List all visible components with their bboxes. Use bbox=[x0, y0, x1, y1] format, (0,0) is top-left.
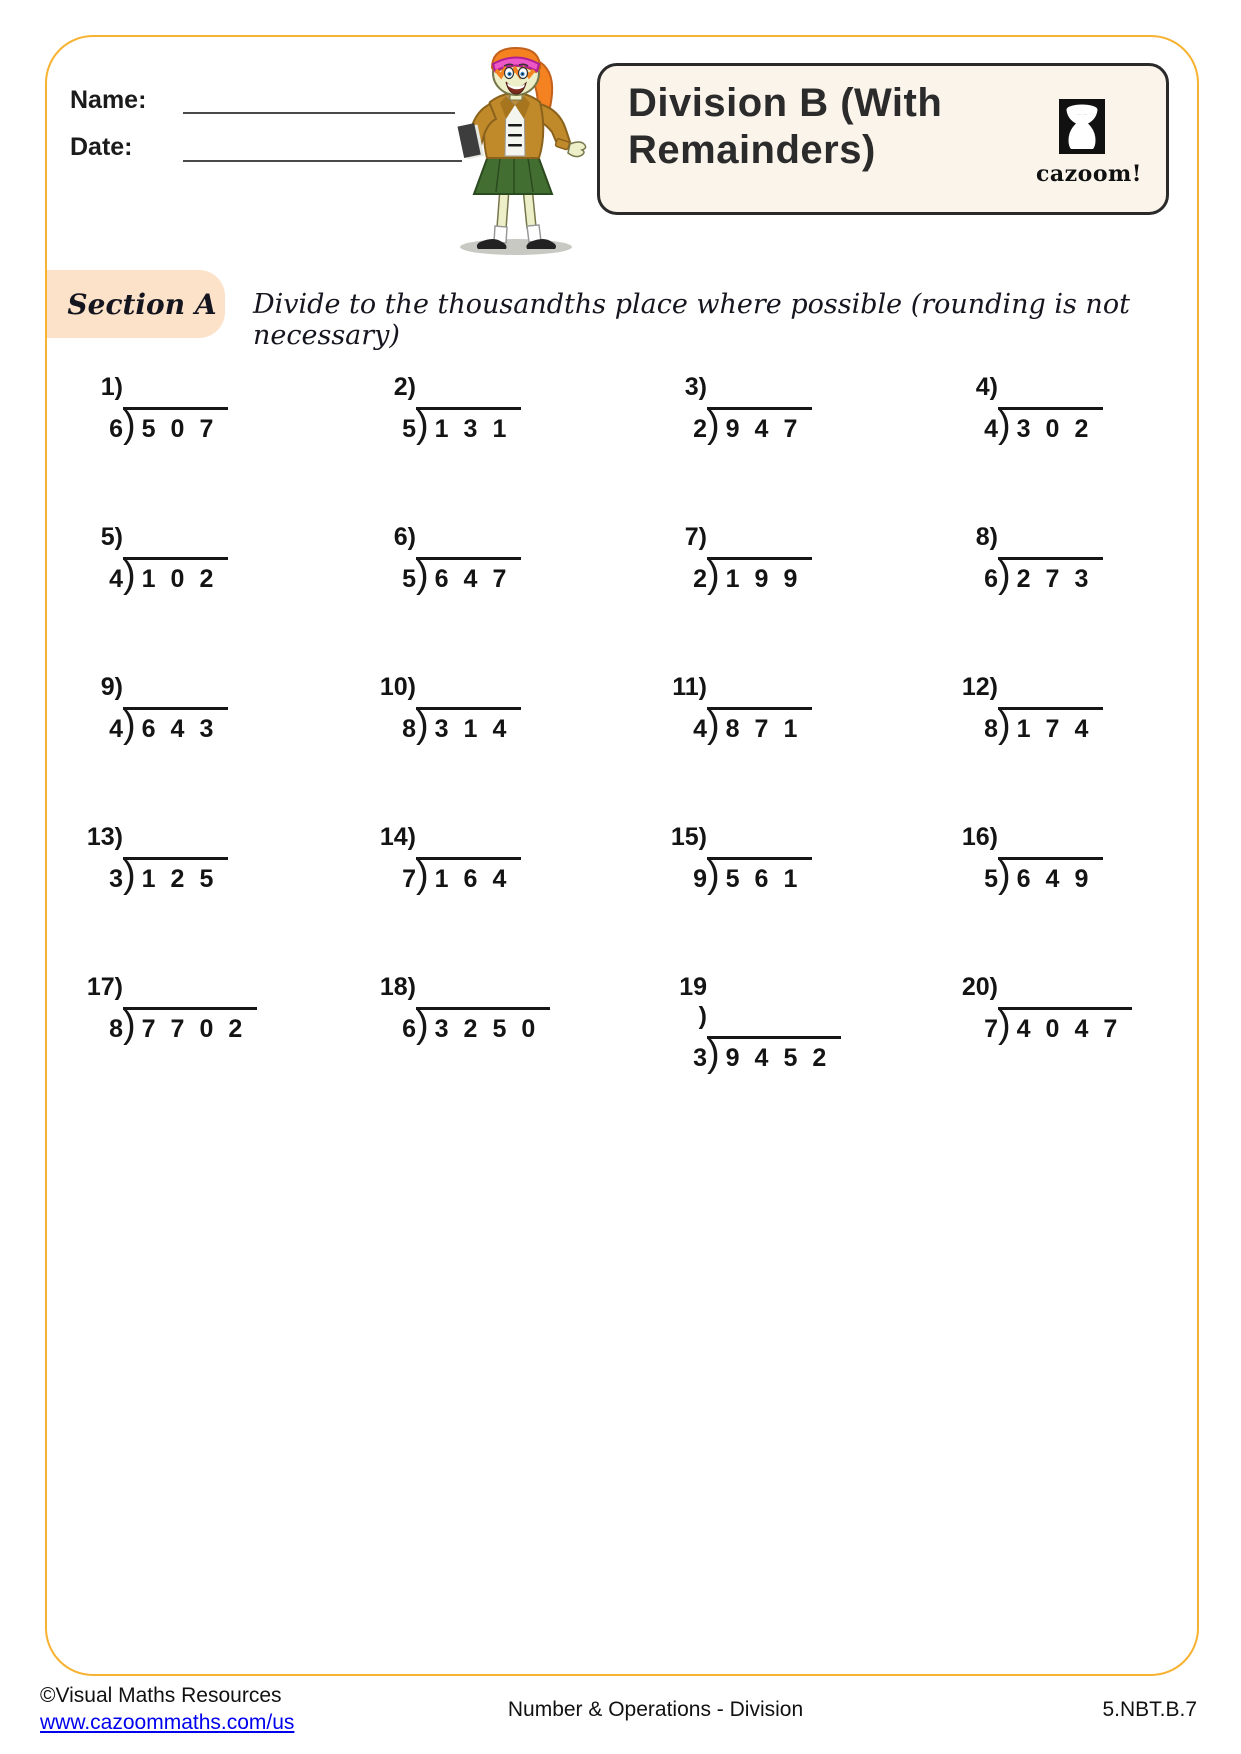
division-problem bbox=[85, 673, 377, 744]
cazoom-drum-icon bbox=[1059, 99, 1105, 154]
division-problem bbox=[85, 973, 377, 1044]
dividend: 131 bbox=[434, 415, 522, 443]
problem-number: 13) bbox=[86, 823, 123, 851]
problem-number: 9) bbox=[100, 673, 123, 701]
dividend: 9452 bbox=[725, 1044, 842, 1072]
divisor: 6 bbox=[402, 1015, 416, 1043]
long-division-bracket-icon: ) bbox=[707, 704, 720, 746]
divisor: 5 bbox=[402, 565, 416, 593]
division-problem bbox=[960, 523, 1241, 594]
long-division-bracket-icon: ) bbox=[416, 404, 429, 446]
page-title: Division B (With Remainders) bbox=[628, 81, 943, 172]
problem-number: 16) bbox=[961, 823, 998, 851]
divisor: 2 bbox=[693, 565, 707, 593]
dividend: 199 bbox=[725, 565, 813, 593]
name-label: Name: bbox=[70, 86, 147, 114]
problem-number: 8) bbox=[975, 523, 998, 551]
division-problem bbox=[960, 673, 1241, 744]
divisor: 8 bbox=[402, 715, 416, 743]
problem-number: 7) bbox=[684, 523, 707, 551]
division-problem bbox=[960, 973, 1241, 1044]
dividend: 3250 bbox=[434, 1015, 551, 1043]
division-problem bbox=[378, 373, 670, 444]
problem-number: 15) bbox=[670, 823, 707, 851]
divisor: 4 bbox=[109, 715, 123, 743]
section-instruction: Divide to the thousandths place where possible (rounding is not necessary) bbox=[253, 289, 1130, 351]
problem-number: 12) bbox=[961, 673, 998, 701]
long-division-bracket-icon: ) bbox=[123, 404, 136, 446]
divisor: 3 bbox=[109, 865, 123, 893]
student-illustration bbox=[424, 40, 594, 263]
long-division-bracket-icon: ) bbox=[416, 1004, 429, 1046]
divisor: 8 bbox=[984, 715, 998, 743]
long-division-bracket-icon: ) bbox=[416, 704, 429, 746]
long-division-bracket-icon: ) bbox=[123, 554, 136, 596]
problem-number: 2) bbox=[393, 373, 416, 401]
division-problem bbox=[669, 373, 961, 444]
dividend: 649 bbox=[1016, 865, 1104, 893]
problem-number: 17) bbox=[86, 973, 123, 1001]
dividend: 643 bbox=[141, 715, 229, 743]
date-line bbox=[183, 160, 462, 162]
dividend: 174 bbox=[1016, 715, 1104, 743]
long-division-bracket-icon: ) bbox=[123, 1004, 136, 1046]
divisor: 5 bbox=[984, 865, 998, 893]
division-problem bbox=[669, 673, 961, 744]
name-line bbox=[183, 112, 455, 114]
divisor: 4 bbox=[984, 415, 998, 443]
divisor: 7 bbox=[984, 1015, 998, 1043]
problem-number: 6) bbox=[393, 523, 416, 551]
dividend: 125 bbox=[141, 865, 229, 893]
division-problem bbox=[378, 673, 670, 744]
dividend: 507 bbox=[141, 415, 229, 443]
divisor: 8 bbox=[109, 1015, 123, 1043]
divisor: 2 bbox=[693, 415, 707, 443]
long-division-bracket-icon: ) bbox=[416, 554, 429, 596]
problem-number: 5) bbox=[100, 523, 123, 551]
website-link[interactable]: www.cazoommaths.com/us bbox=[40, 1711, 295, 1734]
date-label: Date: bbox=[70, 133, 133, 161]
cartoon-girl-icon bbox=[424, 40, 594, 258]
dividend: 102 bbox=[141, 565, 229, 593]
section-label: Section A bbox=[67, 287, 217, 321]
dividend: 561 bbox=[725, 865, 813, 893]
long-division-bracket-icon: ) bbox=[707, 404, 720, 446]
long-division-bracket-icon: ) bbox=[998, 554, 1011, 596]
divisor: 4 bbox=[109, 565, 123, 593]
dividend: 647 bbox=[434, 565, 522, 593]
divisor: 9 bbox=[693, 865, 707, 893]
dividend: 947 bbox=[725, 415, 813, 443]
dividend: 164 bbox=[434, 865, 522, 893]
problem-number: 14) bbox=[379, 823, 416, 851]
long-division-bracket-icon: ) bbox=[707, 854, 720, 896]
long-division-bracket-icon: ) bbox=[123, 854, 136, 896]
problem-number: 11) bbox=[672, 673, 707, 701]
division-problem bbox=[960, 823, 1241, 894]
problem-number: 19 ) bbox=[679, 973, 707, 1030]
long-division-bracket-icon: ) bbox=[416, 854, 429, 896]
division-problem bbox=[85, 373, 377, 444]
brand-logo bbox=[1036, 99, 1142, 187]
division-problem bbox=[85, 523, 377, 594]
problem-number: 3) bbox=[684, 373, 707, 401]
copyright-text: ©Visual Maths Resources bbox=[40, 1684, 282, 1707]
dividend: 4047 bbox=[1016, 1015, 1133, 1043]
division-problem bbox=[669, 973, 961, 1073]
long-division-bracket-icon: ) bbox=[998, 1004, 1011, 1046]
divisor: 6 bbox=[109, 415, 123, 443]
divisor: 6 bbox=[984, 565, 998, 593]
long-division-bracket-icon: ) bbox=[998, 854, 1011, 896]
problem-number: 4) bbox=[975, 373, 998, 401]
division-problem bbox=[378, 823, 670, 894]
division-problem bbox=[85, 823, 377, 894]
footer-category: Number & Operations - Division bbox=[507, 1698, 804, 1721]
footer-standard-code: 5.NBT.B.7 bbox=[1102, 1698, 1197, 1721]
divisor: 3 bbox=[693, 1044, 707, 1072]
problem-number: 20) bbox=[961, 973, 998, 1001]
problem-number: 10) bbox=[379, 673, 416, 701]
divisor: 4 bbox=[693, 715, 707, 743]
problem-number: 1) bbox=[100, 373, 123, 401]
dividend: 7702 bbox=[141, 1015, 258, 1043]
division-problem bbox=[669, 523, 961, 594]
division-problem bbox=[378, 973, 670, 1044]
dividend: 302 bbox=[1016, 415, 1104, 443]
long-division-bracket-icon: ) bbox=[998, 404, 1011, 446]
divisor: 7 bbox=[402, 865, 416, 893]
divisor: 5 bbox=[402, 415, 416, 443]
long-division-bracket-icon: ) bbox=[707, 554, 720, 596]
problem-number: 18) bbox=[379, 973, 416, 1001]
division-problem bbox=[378, 523, 670, 594]
dividend: 871 bbox=[725, 715, 813, 743]
long-division-bracket-icon: ) bbox=[123, 704, 136, 746]
dividend: 273 bbox=[1016, 565, 1104, 593]
brand-name: cazoom! bbox=[1036, 161, 1142, 187]
division-problem bbox=[669, 823, 961, 894]
dividend: 314 bbox=[434, 715, 522, 743]
division-problem bbox=[960, 373, 1241, 444]
long-division-bracket-icon: ) bbox=[998, 704, 1011, 746]
worksheet-title-box bbox=[597, 63, 1169, 215]
long-division-bracket-icon: ) bbox=[707, 1033, 720, 1075]
section-badge bbox=[47, 270, 225, 338]
